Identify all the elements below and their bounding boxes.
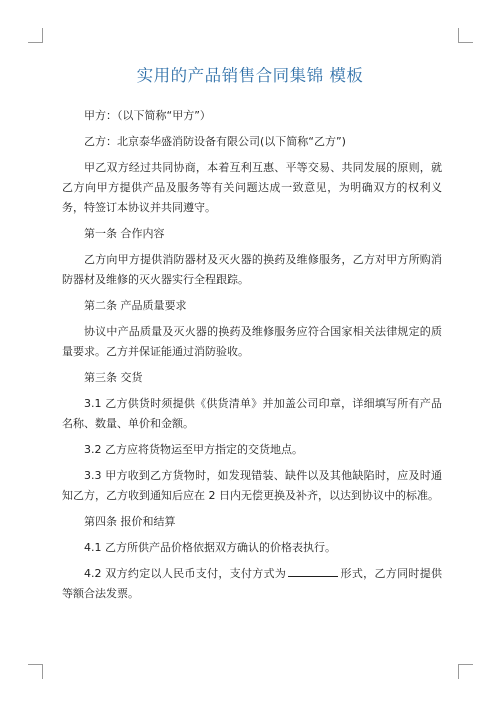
paragraph-clause-3-1: 3.1 乙方供货时须提供《供货清单》并加盖公司印章，详细填写所有产品名称、数量、单价和金额。	[62, 397, 442, 430]
crop-mark-top-right	[458, 28, 473, 43]
paragraph-party-a: 甲方：（以下简称“甲方”）	[84, 109, 211, 122]
heading-article-3: 第三条 交货	[84, 371, 143, 384]
crop-mark-bottom-left	[28, 664, 43, 679]
paragraph-article-1: 乙方向甲方提供消防器材及灭火器的换药及维修服务，乙方对甲方所购消防器材及维修的灭火器实行全程跟踪。	[62, 253, 442, 286]
paragraph-clause-4-1: 4.1 乙方所供产品价格依据双方确认的价格表执行。	[84, 541, 336, 554]
payment-method-blank	[288, 564, 338, 577]
paragraph-clause-3-2: 3.2 乙方应将货物运至甲方指定的交货地点。	[84, 443, 303, 456]
heading-article-2: 第二条 产品质量要求	[84, 299, 187, 312]
clause-4-2-text-after: 形式，乙方同时提供等额合法发票。	[62, 567, 443, 600]
paragraph-clause-3-3: 3.3 甲方收到乙方货物时，如发现错装、缺件以及其他缺陷时，应及时通知乙方，乙方收到通知后应在 2 日内无偿更换及补齐，以达到协议中的标准。	[62, 469, 442, 502]
paragraph-party-b: 乙方：北京泰华盛消防设备有限公司(以下简称“乙方”)	[84, 135, 346, 148]
heading-article-1: 第一条 合作内容	[84, 227, 165, 240]
document-body	[62, 106, 442, 610]
heading-article-4: 第四条 报价和结算	[84, 515, 176, 528]
paragraph-article-2: 协议中产品质量及灭火器的换药及维修服务应符合国家相关法律规定的质量要求。乙方并保证能通过消防验收。	[62, 325, 442, 358]
document-title: 实用的产品销售合同集锦 模板	[136, 66, 364, 85]
paragraph-preamble: 甲乙双方经过共同协商，本着互利互惠、平等交易、共同发展的原则，就乙方向甲方提供产品及服务等有关问题达成一致意见，为明确双方的权利义务，特签订本协议并共同遵守。	[62, 161, 442, 214]
clause-4-2-text-before: 4.2 双方约定以人民币支付，支付方式为	[84, 567, 287, 580]
crop-mark-top-left	[28, 28, 43, 43]
paragraph-clause-4-2	[62, 564, 442, 604]
crop-mark-bottom-right	[458, 664, 473, 679]
